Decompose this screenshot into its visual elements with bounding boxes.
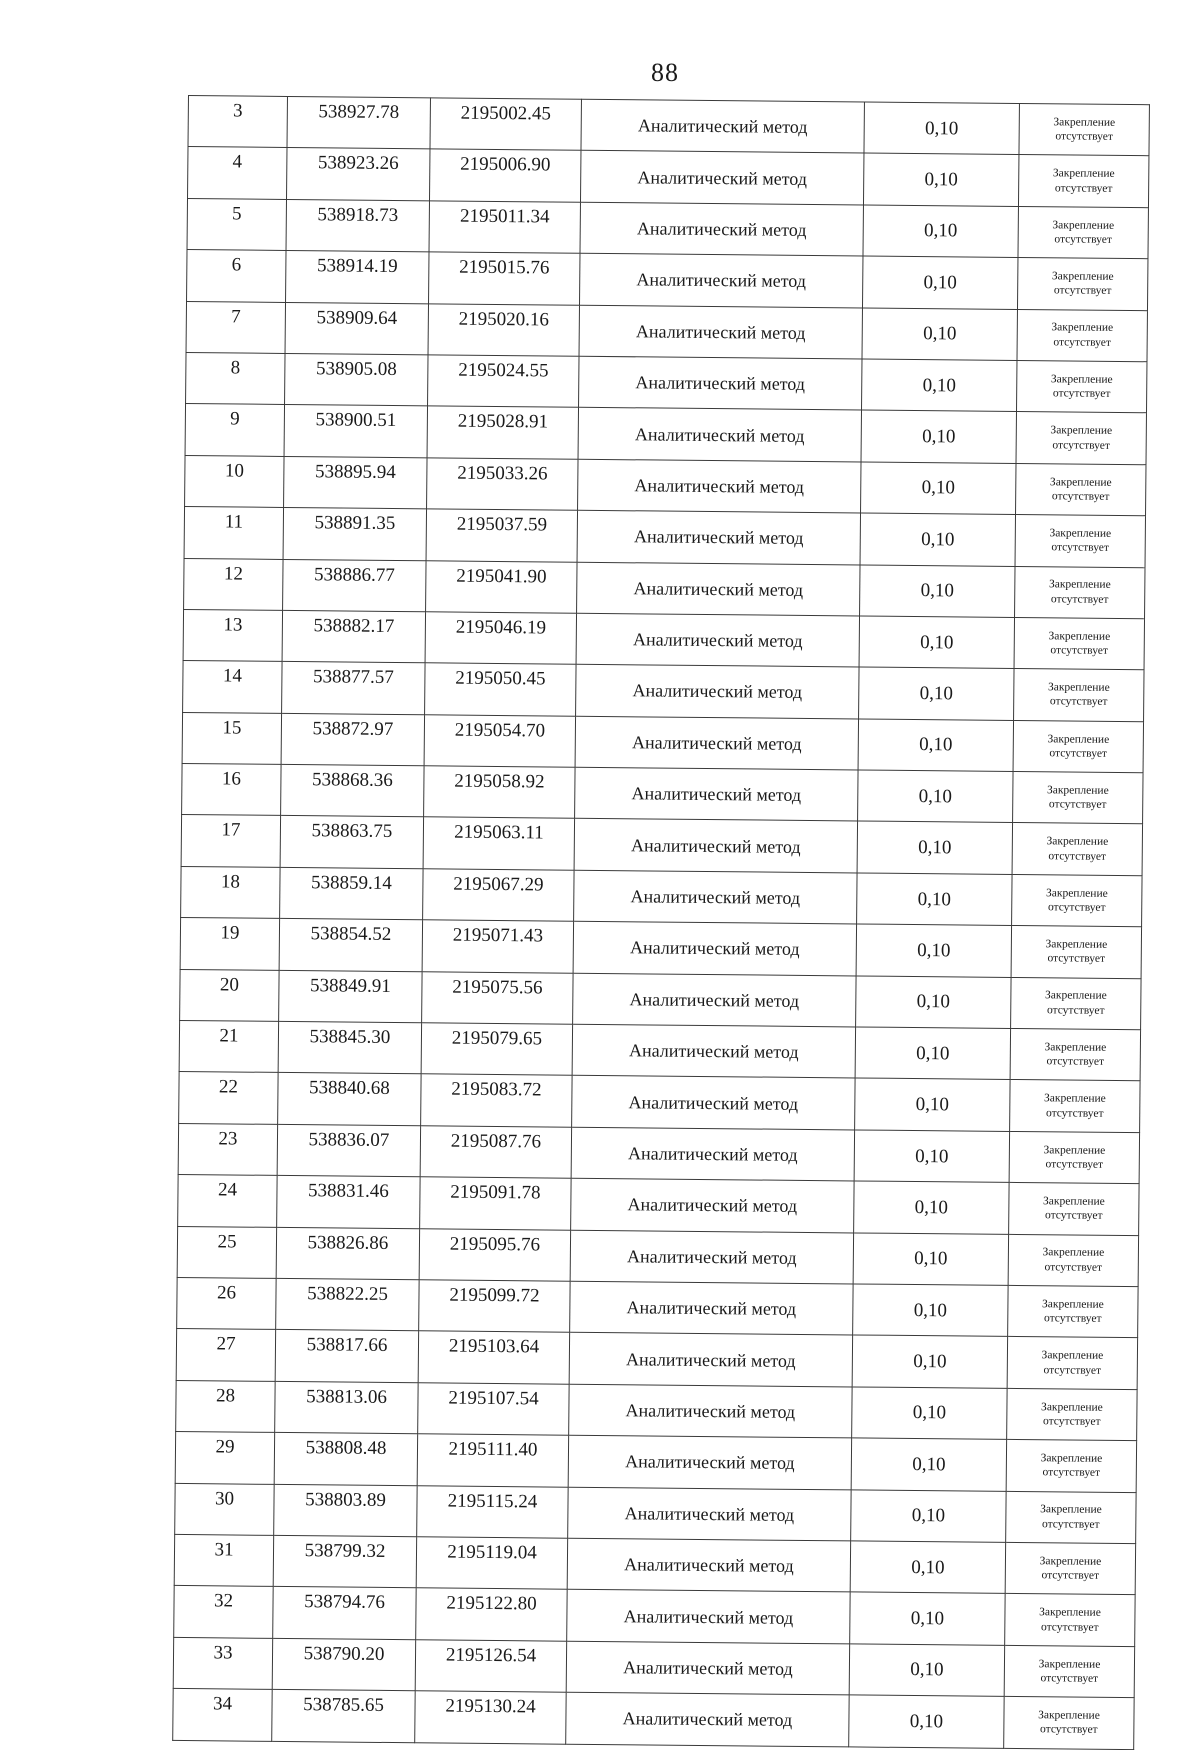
coordinate-x-cell: 538799.32 [273,1535,416,1588]
accuracy-cell: 0,10 [855,1027,1010,1080]
fixing-cell [1017,309,1147,362]
accuracy-cell: 0,10 [856,924,1011,977]
point-number-cell: 12 [184,558,283,610]
accuracy-cell: 0,10 [860,564,1015,617]
point-number-cell: 4 [188,147,287,199]
method-cell: Аналитический метод [567,1590,850,1644]
method-cell: Аналитический метод [577,562,860,616]
fixing-text: Закрепление [1039,1554,1102,1568]
table-row [185,455,1146,516]
point-number-cell: 13 [183,609,282,661]
fixing-text: отсутствует [1048,849,1107,863]
fixing-cell [1017,258,1147,311]
coordinate-y-cell: 2195087.76 [420,1126,571,1179]
table-row [175,1432,1136,1493]
fixing-text: отсутствует [1046,1055,1105,1069]
fixing-text: отсутствует [1040,1723,1098,1737]
method-cell: Аналитический метод [578,408,861,462]
fixing-text: отсутствует [1054,181,1113,195]
fixing-cell [1015,515,1145,568]
fixing-text: отсутствует [1047,901,1106,914]
fixing-cell [1019,103,1149,156]
table-row [184,507,1145,568]
accuracy-cell: 0,10 [857,873,1012,926]
accuracy-cell: 0,10 [851,1438,1006,1491]
table-row [174,1534,1135,1595]
point-number-cell: 32 [174,1586,273,1638]
method-cell: Аналитический метод [580,253,863,307]
point-number-cell: 19 [180,918,279,970]
coordinate-x-cell: 538886.77 [283,559,426,612]
fixing-text: Закрепление [1051,321,1114,335]
point-number-cell: 33 [173,1637,272,1689]
accuracy-cell: 0,10 [856,976,1011,1029]
coordinates-table-body [173,96,1150,1750]
fixing-text: Закрепление [1046,835,1109,849]
fixing-cell [1013,772,1143,825]
coordinate-y-cell: 2195071.43 [422,920,573,973]
point-number-cell: 30 [175,1483,274,1535]
fixing-cell [1012,874,1142,927]
method-cell: Аналитический метод [577,510,860,564]
fixing-cell [1009,1183,1139,1236]
coordinate-x-cell: 538794.76 [273,1587,416,1640]
accuracy-cell: 0,10 [863,205,1018,258]
coordinate-x-cell: 538845.30 [278,1021,421,1074]
coordinate-x-cell: 538854.52 [279,919,422,972]
fixing-cell [1014,669,1144,722]
table-row [173,1689,1134,1750]
coordinate-y-cell: 2195126.54 [415,1639,566,1692]
table-row [173,1637,1134,1698]
method-cell: Аналитический метод [573,973,856,1027]
accuracy-cell: 0,10 [861,462,1016,515]
fixing-text: отсутствует [1042,1466,1101,1480]
coordinate-y-cell: 2195095.76 [419,1228,570,1281]
accuracy-cell: 0,10 [859,667,1014,720]
method-cell: Аналитический метод [576,665,859,719]
coordinate-x-cell: 538868.36 [281,765,424,818]
point-number-cell: 25 [177,1226,276,1278]
coordinate-y-cell: 2195050.45 [425,663,576,716]
table-row [183,661,1144,722]
method-cell: Аналитический метод [568,1487,851,1541]
point-number-cell: 8 [186,352,285,404]
accuracy-cell: 0,10 [861,410,1016,463]
accuracy-cell: 0,10 [858,719,1013,772]
method-cell: Аналитический метод [568,1435,851,1489]
fixing-text: отсутствует [1042,1415,1101,1428]
coordinate-y-cell: 2195046.19 [425,612,576,665]
fixing-text: Закрепление [1043,1143,1106,1157]
coordinate-y-cell: 2195041.90 [426,560,577,613]
method-cell: Аналитический метод [572,1024,855,1078]
method-cell: Аналитический метод [570,1281,853,1335]
fixing-text: отсутствует [1043,1363,1102,1377]
fixing-text: отсутствует [1050,593,1109,606]
coordinate-x-cell: 538790.20 [272,1638,415,1691]
method-cell: Аналитический метод [573,921,856,975]
fixing-cell [1004,1697,1134,1750]
coordinate-x-cell: 538918.73 [286,199,429,252]
table-row [186,352,1147,413]
fixing-cell [1012,823,1142,876]
fixing-cell [1008,1285,1138,1338]
accuracy-cell: 0,10 [855,1078,1010,1131]
table-row [184,558,1145,619]
coordinate-x-cell: 538836.07 [277,1124,420,1177]
point-number-cell: 7 [186,301,285,353]
method-cell: Аналитический метод [579,305,862,359]
coordinate-y-cell: 2195033.26 [427,458,578,511]
fixing-text: отсутствует [1047,952,1106,966]
table-row [178,1123,1139,1184]
coordinate-y-cell: 2195037.59 [426,509,577,562]
table-row [187,250,1148,311]
method-cell: Аналитический метод [576,613,859,667]
fixing-text: Закрепление [1051,270,1114,283]
fixing-text: отсутствует [1041,1569,1100,1582]
table-row [177,1277,1138,1338]
fixing-text: Закрепление [1050,424,1113,438]
fixing-text: Закрепление [1053,116,1116,129]
coordinate-y-cell: 2195130.24 [415,1691,566,1744]
fixing-text: отсутствует [1045,1158,1104,1171]
fixing-text: Закрепление [1049,527,1112,540]
fixing-text: отсутствует [1041,1517,1100,1531]
method-cell: Аналитический метод [574,870,857,924]
coordinate-y-cell: 2195020.16 [428,303,579,356]
coordinate-y-cell: 2195067.29 [423,869,574,922]
coordinate-x-cell: 538909.64 [285,302,428,355]
fixing-text: отсутствует [1046,1004,1105,1017]
method-cell: Аналитический метод [578,459,861,513]
fixing-cell [1006,1491,1136,1544]
fixing-text: отсутствует [1049,747,1108,760]
accuracy-cell: 0,10 [854,1130,1009,1183]
accuracy-cell: 0,10 [850,1592,1005,1645]
fixing-text: Закрепление [1039,1606,1101,1619]
fixing-cell [1010,1028,1140,1081]
coordinate-x-cell: 538923.26 [287,148,430,201]
coordinate-y-cell: 2195099.72 [419,1280,570,1333]
fixing-cell [1016,360,1146,413]
coordinate-x-cell: 538826.86 [276,1227,419,1280]
fixing-text: отсутствует [1044,1261,1103,1274]
point-number-cell: 18 [181,866,280,918]
coordinate-y-cell: 2195028.91 [427,406,578,459]
coordinate-x-cell: 538859.14 [280,867,423,920]
table-row [186,301,1147,362]
fixing-text: отсутствует [1053,336,1111,349]
fixing-cell [1016,463,1146,516]
method-cell: Аналитический метод [571,1127,854,1181]
fixing-cell [1018,155,1148,208]
coordinate-x-cell: 538927.78 [287,96,430,149]
coordinate-x-cell: 538900.51 [284,405,427,458]
coordinate-x-cell: 538872.97 [281,713,424,766]
fixing-text: отсутствует [1051,490,1110,503]
point-number-cell: 31 [174,1534,273,1586]
table-row [181,815,1142,876]
coordinate-y-cell: 2195079.65 [421,1023,572,1076]
accuracy-cell: 0,10 [853,1284,1008,1337]
method-cell: Аналитический метод [572,1076,855,1130]
fixing-cell [1004,1645,1134,1698]
point-number-cell: 10 [185,455,284,507]
point-number-cell: 11 [184,507,283,559]
fixing-text: отсутствует [1055,130,1113,144]
coordinate-y-cell: 2195115.24 [417,1485,568,1538]
accuracy-cell: 0,10 [850,1541,1005,1594]
accuracy-cell: 0,10 [851,1489,1006,1542]
fixing-text: Закрепление [1038,1709,1100,1722]
fixing-text: Закрепление [1052,218,1115,232]
coordinate-y-cell: 2195083.72 [421,1074,572,1127]
method-cell: Аналитический метод [566,1692,849,1746]
point-number-cell: 26 [177,1277,276,1329]
fixing-text: Закрепление [1048,630,1111,643]
fixing-text: Закрепление [1042,1298,1104,1311]
point-number-cell: 6 [187,250,286,302]
table-row [176,1329,1137,1390]
fixing-cell [1007,1388,1137,1441]
method-cell: Аналитический метод [570,1230,853,1284]
accuracy-cell: 0,10 [862,256,1017,309]
accuracy-cell: 0,10 [854,1181,1009,1234]
coordinate-y-cell: 2195015.76 [429,252,580,305]
fixing-text: отсутствует [1052,438,1111,452]
accuracy-cell: 0,10 [849,1695,1004,1748]
page-number: 88 [651,58,679,87]
fixing-text: отсутствует [1052,387,1111,401]
fixing-text: Закрепление [1047,681,1110,694]
coordinate-y-cell: 2195119.04 [416,1537,567,1590]
table-row [187,198,1148,259]
accuracy-cell: 0,10 [864,102,1019,155]
point-number-cell: 16 [182,764,281,816]
point-number-cell: 20 [180,969,279,1021]
coordinate-y-cell: 2195054.70 [424,714,575,767]
coordinates-table [172,95,1150,1750]
table-row [180,969,1141,1030]
method-cell: Аналитический метод [580,151,863,205]
coordinate-x-cell: 538840.68 [278,1073,421,1126]
fixing-text: Закрепление [1044,989,1107,1003]
coordinate-y-cell: 2195111.40 [417,1434,568,1487]
coordinate-x-cell: 538822.25 [276,1278,419,1331]
table-row [175,1483,1136,1544]
coordinate-y-cell: 2195011.34 [429,201,580,254]
table-row [178,1175,1139,1236]
table-row [182,712,1143,773]
coordinate-x-cell: 538895.94 [284,456,427,509]
coordinate-x-cell: 538849.91 [279,970,422,1023]
coordinate-y-cell: 2195006.90 [429,149,580,202]
fixing-text: Закрепление [1038,1657,1101,1671]
point-number-cell: 34 [173,1689,272,1741]
method-cell: Аналитический метод [566,1641,849,1695]
table-row [185,404,1146,465]
fixing-text: отсутствует [1053,284,1112,298]
coordinate-y-cell: 2195122.80 [416,1588,567,1641]
method-cell: Аналитический метод [579,356,862,410]
fixing-cell [1009,1131,1139,1184]
table-row [176,1380,1137,1441]
point-number-cell: 27 [176,1329,275,1381]
method-cell: Аналитический метод [569,1333,852,1387]
coordinate-x-cell: 538803.89 [274,1484,417,1537]
coordinate-y-cell: 2195075.56 [422,971,573,1024]
method-cell: Аналитический метод [569,1384,852,1438]
table-row [183,609,1144,670]
point-number-cell: 14 [183,661,282,713]
coordinate-x-cell: 538863.75 [280,816,423,869]
table-row [188,96,1149,157]
fixing-cell [1013,720,1143,773]
coordinate-x-cell: 538905.08 [285,353,428,406]
fixing-text: Закрепление [1049,475,1112,489]
accuracy-cell: 0,10 [863,153,1018,206]
fixing-text: Закрепление [1052,167,1115,181]
coordinate-x-cell: 538877.57 [282,662,425,715]
coordinate-x-cell: 538914.19 [286,251,429,304]
fixing-text: Закрепление [1041,1349,1104,1363]
fixing-text: Закрепление [1040,1452,1103,1465]
method-cell: Аналитический метод [567,1538,850,1592]
method-cell: Аналитический метод [575,767,858,821]
accuracy-cell: 0,10 [862,308,1017,361]
fixing-cell [1014,617,1144,670]
fixing-cell [1006,1440,1136,1493]
coordinate-x-cell: 538882.17 [282,610,425,663]
fixing-text: Закрепление [1044,1041,1107,1054]
coordinate-x-cell: 538817.66 [275,1330,418,1383]
fixing-text: Закрепление [1050,373,1113,386]
coordinate-x-cell: 538808.48 [274,1433,417,1486]
fixing-text: отсутствует [1054,233,1112,246]
method-cell: Аналитический метод [574,819,857,873]
accuracy-cell: 0,10 [853,1233,1008,1286]
point-number-cell: 29 [175,1432,274,1484]
coordinate-x-cell: 538831.46 [277,1176,420,1229]
point-number-cell: 5 [187,198,286,250]
point-number-cell: 22 [179,1072,278,1124]
coordinate-y-cell: 2195024.55 [428,355,579,408]
coordinate-x-cell: 538785.65 [272,1689,415,1742]
point-number-cell: 15 [182,712,281,764]
fixing-cell [1008,1234,1138,1287]
fixing-text: Закрепление [1043,1092,1106,1106]
accuracy-cell: 0,10 [852,1335,1007,1388]
point-number-cell: 23 [178,1123,277,1175]
accuracy-cell: 0,10 [849,1644,1004,1697]
point-number-cell: 24 [178,1175,277,1227]
coordinate-y-cell: 2195103.64 [418,1331,569,1384]
fixing-text: Закрепление [1047,732,1110,746]
coordinate-y-cell: 2195107.54 [418,1383,569,1436]
table-row [174,1586,1135,1647]
fixing-text: Закрепление [1045,886,1108,900]
fixing-cell [1011,926,1141,979]
fixing-cell [1010,1080,1140,1133]
fixing-text: отсутствует [1040,1672,1099,1685]
accuracy-cell: 0,10 [857,821,1012,874]
fixing-cell [1007,1337,1137,1390]
fixing-text: Закрепление [1040,1503,1102,1517]
method-cell: Аналитический метод [571,1178,854,1232]
fixing-text: отсутствует [1041,1620,1099,1634]
fixing-text: Закрепление [1046,784,1109,797]
table-row [182,764,1143,825]
accuracy-cell: 0,10 [859,616,1014,669]
point-number-cell: 28 [176,1380,275,1432]
table-row [179,1072,1140,1133]
point-number-cell: 3 [188,96,287,148]
fixing-cell [1016,412,1146,465]
fixing-cell [1005,1594,1135,1647]
coordinates-sheet [172,95,1143,1750]
point-number-cell: 9 [185,404,284,456]
coordinate-y-cell: 2195002.45 [430,98,581,151]
point-number-cell: 17 [181,815,280,867]
accuracy-cell: 0,10 [862,359,1017,412]
table-row [179,1020,1140,1081]
fixing-text: отсутствует [1048,798,1107,812]
point-number-cell: 21 [179,1020,278,1072]
fixing-text: отсутствует [1045,1106,1104,1120]
fixing-text: Закрепление [1048,578,1111,592]
coordinate-y-cell: 2195063.11 [423,817,574,870]
coordinate-x-cell: 538813.06 [275,1381,418,1434]
coordinate-y-cell: 2195058.92 [424,766,575,819]
fixing-text: отсутствует [1043,1312,1102,1325]
fixing-text: отсутствует [1050,644,1109,657]
fixing-text: отсутствует [1049,695,1108,709]
fixing-cell [1011,977,1141,1030]
coordinate-x-cell: 538891.35 [283,508,426,561]
table-row [177,1226,1138,1287]
fixing-text: Закрепление [1045,938,1108,951]
fixing-text: отсутствует [1051,541,1110,555]
fixing-cell [1018,206,1148,259]
method-cell: Аналитический метод [575,716,858,770]
coordinate-y-cell: 2195091.78 [420,1177,571,1230]
fixing-text: Закрепление [1042,1246,1105,1260]
accuracy-cell: 0,10 [852,1387,1007,1440]
fixing-text: отсутствует [1044,1209,1103,1223]
table-row [181,866,1142,927]
method-cell: Аналитический метод [580,202,863,256]
fixing-cell [1005,1542,1135,1595]
table-row [180,918,1141,979]
fixing-cell [1015,566,1145,619]
fixing-text: Закрепление [1041,1400,1103,1414]
accuracy-cell: 0,10 [858,770,1013,823]
accuracy-cell: 0,10 [860,513,1015,566]
table-row [188,147,1149,208]
method-cell: Аналитический метод [581,99,864,153]
fixing-text: Закрепление [1043,1195,1105,1208]
